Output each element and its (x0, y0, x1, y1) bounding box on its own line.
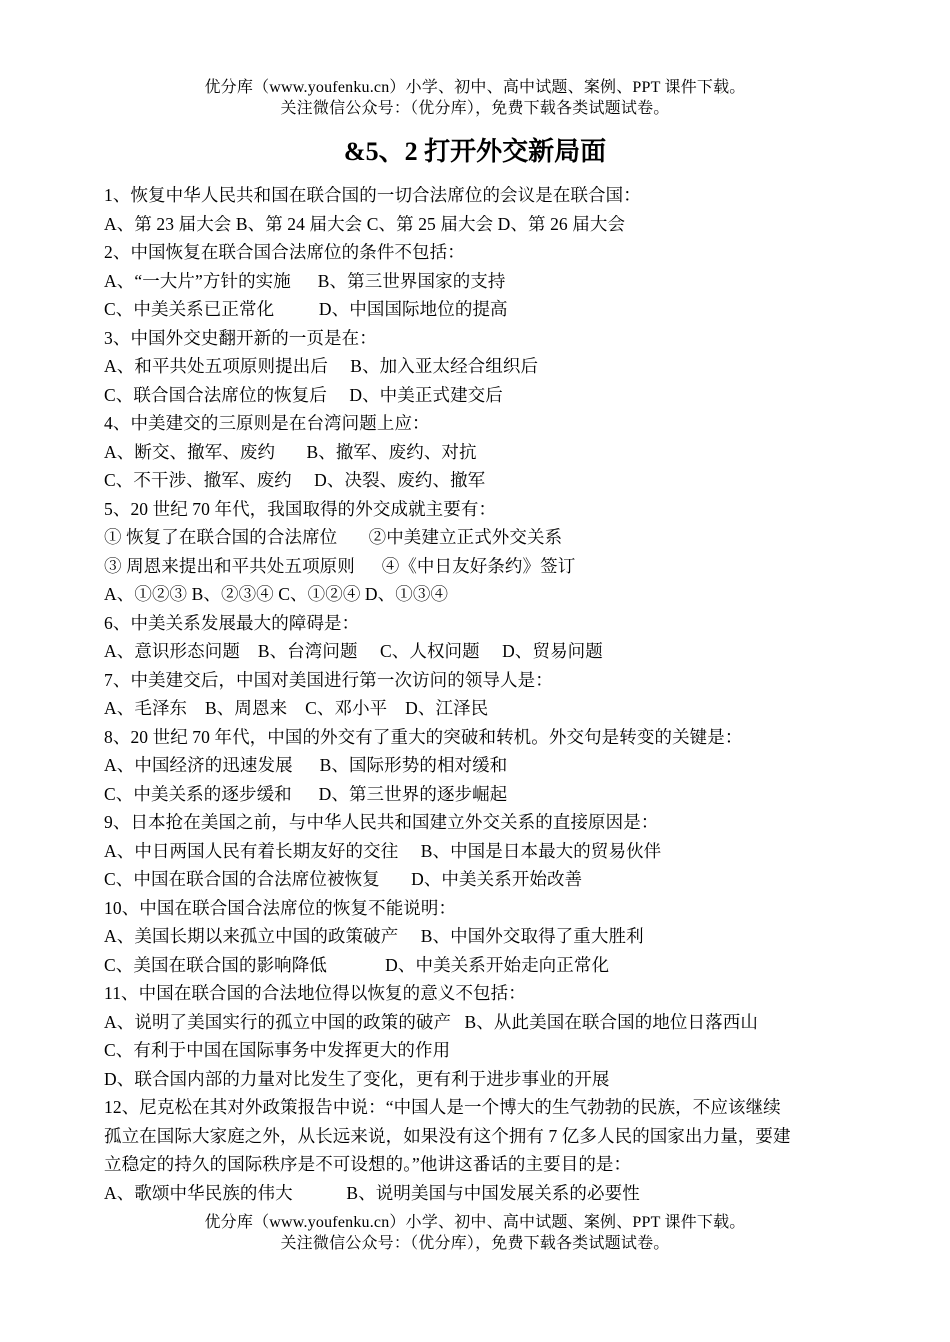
text-line: 8、20 世纪 70 年代，中国的外交有了重大的突破和转机。外交句是转变的关键是： (104, 726, 743, 747)
text-line: A、意识形态问题 B、台湾问题 C、人权问题 D、贸易问题 (104, 641, 603, 661)
text-line: 4、中美建交的三原则是在台湾问题上应： (104, 413, 430, 433)
text-line: D、联合国内部的力量对比发生了变化，更有利于进步事业的开展 (104, 1068, 610, 1089)
text-line: 11、中国在联合国的合法地位得以恢复的意义不包括： (104, 983, 526, 1003)
text-line: A、第 23 届大会 B、第 24 届大会 C、第 25 届大会 D、第 26 届大会 (104, 213, 626, 234)
header-line-1: 优分库（www.youfenku.cn）小学、初中、高中试题、案例、PPT 课件下载。 (204, 79, 746, 96)
header-line-2: 关注微信公众号：（优分库），免费下载各类试题试卷。 (280, 100, 670, 117)
text-line: A、和平共处五项原则提出后 B、加入亚太经合组织后 (104, 356, 539, 376)
text-line: 12、尼克松在其对外政策报告中说：“中国人是一个博大的生气勃勃的民族，不应该继续 (104, 1097, 781, 1117)
text-line: A、①②③ B、②③④ C、①②④ D、①③④ (104, 584, 449, 604)
text-line: 5、20 世纪 70 年代，我国取得的外交成就主要有： (104, 498, 497, 519)
text-line: C、不干涉、撤军、废约 D、决裂、废约、撤军 (104, 470, 486, 490)
text-line: C、有利于中国在国际事务中发挥更大的作用 (104, 1040, 451, 1060)
text-line: A、断交、撤军、废约 B、撤军、废约、对抗 (104, 441, 477, 462)
text-line: A、中日两国人民有着长期友好的交往 B、中国是日本最大的贸易伙伴 (104, 840, 662, 861)
text-line: C、中美关系已正常化 D、中国国际地位的提高 (104, 299, 508, 319)
page-title: &5、2 打开外交新局面 (343, 137, 607, 166)
text-line: 孤立在国际大家庭之外，从长远来说，如果没有这个拥有 7 亿多人民的国家出力量，要建 (104, 1125, 791, 1146)
text-line: 3、中国外交史翻开新的一页是在： (104, 327, 377, 348)
text-line: C、联合国合法席位的恢复后 D、中美正式建交后 (104, 384, 503, 405)
text-line: 立稳定的持久的国际秩序是不可设想的。”他讲这番话的主要目的是： (104, 1154, 632, 1174)
text-line: 9、日本抢在美国之前，与中华人民共和国建立外交关系的直接原因是： (104, 812, 659, 832)
text-line: A、说明了美国实行的孤立中国的政策的破产 B、从此美国在联合国的地位日落西山 (104, 1011, 758, 1032)
text-line: C、美国在联合国的影响降低 D、中美关系开始走向正常化 (104, 954, 610, 975)
text-line: 7、中美建交后，中国对美国进行第一次访问的领导人是： (104, 669, 553, 690)
text-line: A、中国经济的迅速发展 B、国际形势的相对缓和 (104, 755, 508, 775)
text-line: A、美国长期以来孤立中国的政策破产 B、中国外交取得了重大胜利 (104, 926, 644, 946)
text-line: C、中国在联合国的合法席位被恢复 D、中美关系开始改善 (104, 869, 583, 889)
text-line: A、毛泽东 B、周恩来 C、邓小平 D、江泽民 (104, 698, 489, 718)
text-line: 6、中美关系发展最大的障碍是： (104, 612, 360, 633)
text-line: A、歌颂中华民族的伟大 B、说明美国与中国发展关系的必要性 (104, 1182, 640, 1203)
text-line: 2、中国恢复在联合国合法席位的条件不包括： (104, 242, 465, 262)
question-body (104, 181, 864, 1207)
footer-line-1: 优分库（www.youfenku.cn）小学、初中、高中试题、案例、PPT 课件下载。 (204, 1214, 746, 1231)
footer-line-2: 关注微信公众号：（优分库），免费下载各类试题试卷。 (280, 1235, 670, 1252)
text-line: C、中美关系的逐步缓和 D、第三世界的逐步崛起 (104, 783, 508, 804)
text-line: 10、中国在联合国合法席位的恢复不能说明： (104, 897, 457, 918)
text-line: ③ 周恩来提出和平共处五项原则 ④《中日友好条约》签订 (104, 555, 576, 576)
text-line: ① 恢复了在联合国的合法席位 ②中美建立正式外交关系 (104, 527, 563, 547)
text-line: A、“一大片”方针的实施 B、第三世界国家的支持 (104, 270, 506, 291)
text-line: 1、恢复中华人民共和国在联合国的一切合法席位的会议是在联合国： (104, 185, 641, 205)
